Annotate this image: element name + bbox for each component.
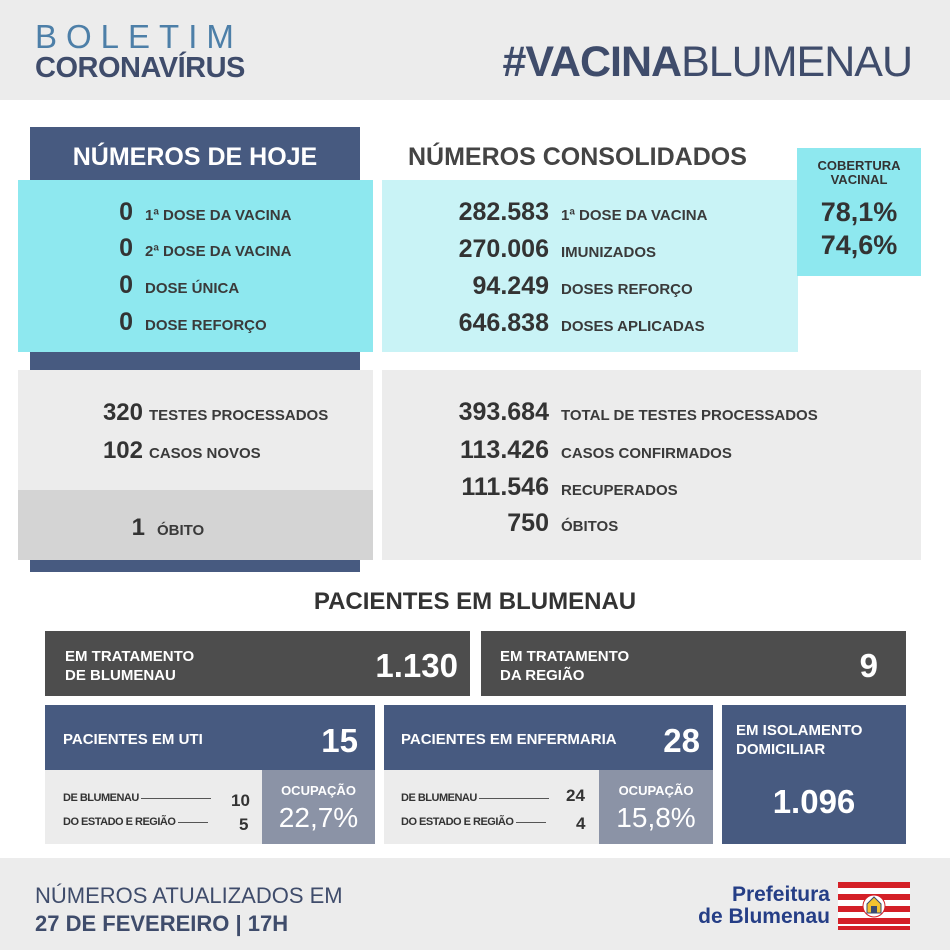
cons-recovered-row bbox=[400, 473, 678, 502]
ward-state-label: DO ESTADO E REGIÃO bbox=[401, 816, 514, 828]
home-isolation-line2: DOMICILIAR bbox=[736, 741, 826, 758]
treat-blumenau-label bbox=[65, 647, 194, 685]
uti-city-value: 10 bbox=[231, 791, 250, 810]
today-deaths-value: 1 bbox=[131, 514, 145, 541]
cons-immunized-label: IMUNIZADOS bbox=[561, 244, 656, 261]
ward-state-value: 4 bbox=[576, 814, 586, 833]
today-dose2-label: 2ª DOSE DA VACINA bbox=[145, 243, 292, 260]
cons-applied-label: DOSES APLICADAS bbox=[561, 318, 705, 335]
today-tests-label: TESTES PROCESSADOS bbox=[149, 407, 329, 424]
hashtag-bold: #VACINA bbox=[502, 38, 682, 86]
coverage-title-line1: COBERTURA bbox=[817, 158, 901, 173]
header-title-line2: CORONAVÍRUS bbox=[35, 52, 245, 84]
today-single-value: 0 bbox=[119, 271, 133, 299]
today-tests-value: 320 bbox=[102, 399, 143, 426]
today-deaths-row bbox=[60, 514, 204, 542]
ward-city-value: 24 bbox=[566, 786, 585, 805]
cons-dose1-label: 1ª DOSE DA VACINA bbox=[561, 207, 708, 224]
footer bbox=[0, 858, 950, 950]
today-dose2-value: 0 bbox=[119, 234, 133, 262]
cons-recovered-label: RECUPERADOS bbox=[561, 482, 678, 499]
treat-blumenau-value: 1.130 bbox=[375, 647, 458, 684]
today-cases-label: CASOS NOVOS bbox=[149, 445, 261, 462]
ward-occupancy-value: 15,8% bbox=[616, 802, 696, 833]
hashtag bbox=[502, 38, 912, 87]
footer-updated-date: 27 DE FEVEREIRO | 17H bbox=[35, 911, 289, 936]
ward-state-row bbox=[401, 816, 546, 828]
cons-applied-value: 646.838 bbox=[458, 309, 549, 337]
today-deaths-label: ÓBITO bbox=[157, 522, 205, 539]
treat-region-value: 9 bbox=[859, 647, 878, 684]
today-dose1-value: 0 bbox=[119, 198, 133, 226]
cons-cases-label: CASOS CONFIRMADOS bbox=[561, 445, 732, 462]
cons-booster-row bbox=[400, 272, 693, 301]
ward-city-leader bbox=[479, 798, 549, 799]
cons-dose1-value: 282.583 bbox=[458, 198, 549, 226]
today-single-label: DOSE ÚNICA bbox=[145, 280, 240, 297]
footer-updated-label: NÚMEROS ATUALIZADOS EM bbox=[35, 883, 343, 908]
cons-deaths-label: ÓBITOS bbox=[561, 518, 619, 535]
today-booster-value: 0 bbox=[119, 308, 133, 336]
ward-state-leader bbox=[516, 822, 546, 823]
treat-region-label bbox=[500, 647, 629, 685]
uti-city-row bbox=[63, 792, 211, 804]
cons-immunized-row bbox=[400, 235, 656, 264]
coverage-title bbox=[797, 159, 921, 187]
today-cases-value: 102 bbox=[102, 437, 143, 464]
ward-city-row bbox=[401, 792, 549, 804]
uti-city-label: DE BLUMENAU bbox=[63, 792, 139, 804]
uti-occupancy-value: 22,7% bbox=[278, 802, 359, 833]
today-booster-label: DOSE REFORÇO bbox=[145, 317, 267, 334]
prefeitura-logo-text bbox=[678, 884, 830, 928]
cons-immunized-value: 270.006 bbox=[458, 235, 549, 263]
cons-booster-label: DOSES REFORÇO bbox=[561, 281, 693, 298]
today-cases-row bbox=[60, 437, 261, 465]
treat-blumenau-line2: DE BLUMENAU bbox=[65, 667, 176, 684]
uti-value: 15 bbox=[321, 722, 358, 759]
cons-deaths-value: 750 bbox=[507, 509, 549, 537]
hashtag-light: BLUMENAU bbox=[681, 38, 912, 86]
uti-city-leader bbox=[141, 798, 211, 799]
uti-state-label: DO ESTADO E REGIÃO bbox=[63, 816, 176, 828]
coverage-title-line2: VACINAL bbox=[830, 172, 888, 187]
today-dose2-row bbox=[60, 234, 291, 263]
ward-value: 28 bbox=[663, 722, 700, 759]
cons-dose1-row bbox=[400, 198, 707, 227]
uti-state-leader bbox=[178, 822, 208, 823]
cons-tests-label: TOTAL DE TESTES PROCESSADOS bbox=[561, 407, 818, 424]
ward-occupancy-label: OCUPAÇÃO bbox=[618, 783, 694, 798]
today-dose1-label: 1ª DOSE DA VACINA bbox=[145, 207, 292, 224]
header bbox=[0, 0, 950, 100]
cons-recovered-value: 111.546 bbox=[461, 473, 549, 501]
treat-region-line2: DA REGIÃO bbox=[500, 667, 585, 684]
cons-tests-row bbox=[400, 398, 818, 427]
cons-cases-row bbox=[400, 436, 732, 465]
logo-line1: Prefeitura bbox=[731, 883, 830, 906]
consolidated-title: NÚMEROS CONSOLIDADOS bbox=[408, 143, 747, 171]
ward-title: PACIENTES EM ENFERMARIA bbox=[401, 731, 617, 748]
uti-title: PACIENTES EM UTI bbox=[63, 731, 203, 748]
ward-city-label: DE BLUMENAU bbox=[401, 792, 477, 804]
cons-tests-value: 393.684 bbox=[458, 398, 549, 426]
uti-state-row bbox=[63, 816, 208, 828]
today-dose1-row bbox=[60, 198, 291, 227]
coverage-value-1: 78,1% bbox=[820, 197, 898, 227]
cons-applied-row bbox=[400, 309, 705, 338]
today-tests-row bbox=[60, 399, 328, 427]
cons-booster-value: 94.249 bbox=[472, 272, 549, 300]
blumenau-flag-icon bbox=[838, 882, 910, 930]
today-booster-row bbox=[60, 308, 267, 337]
treat-blumenau-line1: EM TRATAMENTO bbox=[65, 648, 195, 665]
cons-deaths-row bbox=[400, 509, 618, 538]
patients-title: PACIENTES EM BLUMENAU bbox=[313, 588, 637, 615]
coverage-value-2: 74,6% bbox=[820, 230, 898, 260]
uti-state-value: 5 bbox=[239, 815, 249, 834]
today-title: NÚMEROS DE HOJE bbox=[72, 143, 318, 171]
home-isolation-label bbox=[736, 721, 862, 759]
home-isolation-value: 1.096 bbox=[772, 783, 856, 820]
logo-line2: de Blumenau bbox=[698, 905, 830, 928]
cons-cases-value: 113.426 bbox=[460, 436, 549, 464]
home-isolation-line1: EM ISOLAMENTO bbox=[736, 722, 863, 739]
ward-details bbox=[384, 770, 599, 844]
uti-details bbox=[45, 770, 262, 844]
treat-region-line1: EM TRATAMENTO bbox=[500, 648, 630, 665]
header-title-line1: BOLETIM bbox=[35, 18, 243, 55]
today-single-row bbox=[60, 271, 239, 300]
uti-occupancy-label: OCUPAÇÃO bbox=[281, 783, 356, 798]
